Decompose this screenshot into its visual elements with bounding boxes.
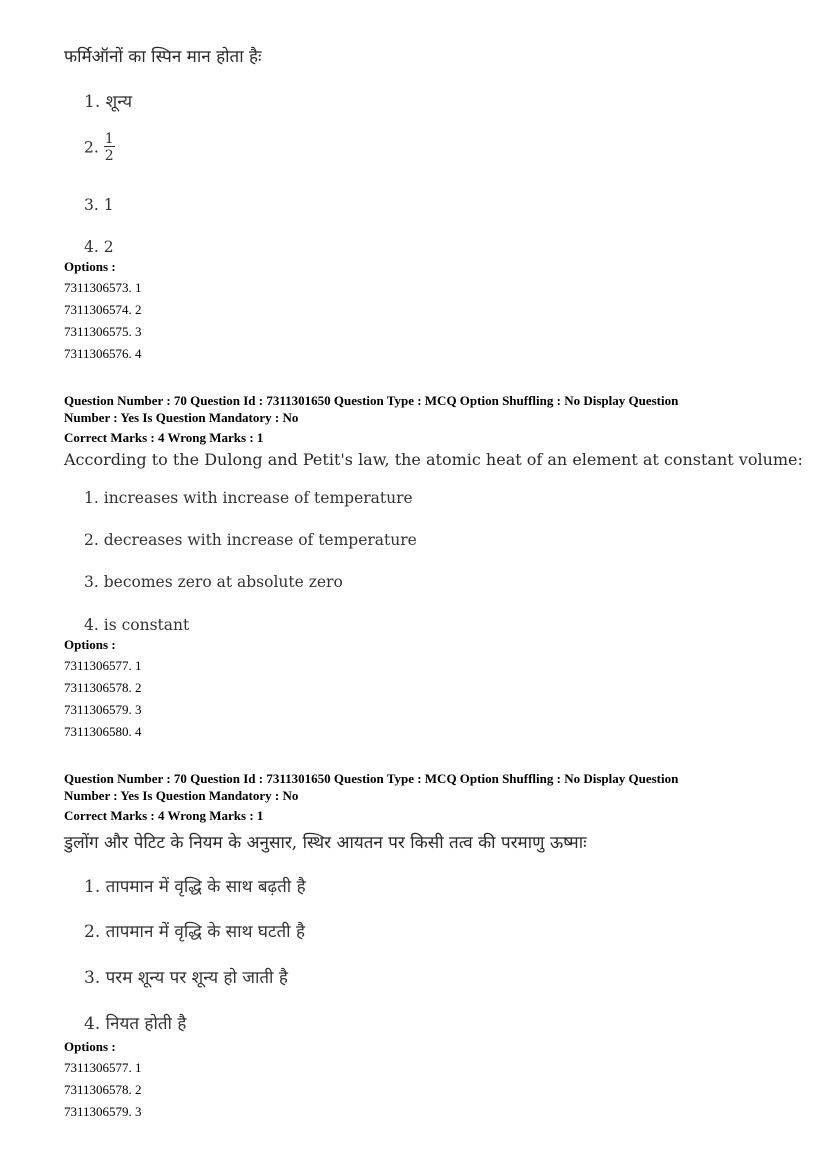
q70hi-option-2-text: तापमान में वृद्धि के साथ घटती है [105,922,305,942]
q70en-marks: Correct Marks : 4 Wrong Marks : 1 [64,430,264,445]
q69-option-3-text: 1 [103,196,114,214]
q69-option-3 [84,196,114,214]
q70hi-option-2-num: 2. [84,922,101,942]
q70hi-option-id-2: 7311306578. 2 [64,1082,142,1097]
q70en-option-3 [84,573,343,591]
q70hi-options-label: Options : [64,1039,116,1054]
fraction-numerator: 1 [104,131,114,147]
q70en-option-1-text: increases with increase of temperature [103,489,413,507]
q70hi-option-4-num: 4. [84,1014,101,1034]
q70hi-option-3-num: 3. [84,968,101,988]
q70en-option-4-num: 4. [84,616,99,634]
q70en-option-2 [84,531,417,549]
q69-option-id-3: 7311306575. 3 [64,324,142,339]
q69-option-2-fraction [104,132,115,163]
q69-option-3-num: 3. [84,196,99,214]
q70hi-option-3-text: परम शून्य पर शून्य हो जाती है [105,968,288,988]
q70hi-header-line-1: Question Number : 70 Question Id : 7311301650 Question Type : MCQ Option Shuffling : No Display Question [64,771,679,786]
q70en-option-id-1: 7311306577. 1 [64,658,142,673]
q70hi-option-id-1: 7311306577. 1 [64,1060,142,1075]
q70hi-option-id-3: 7311306579. 3 [64,1104,142,1119]
q70hi-option-4 [84,1011,186,1034]
q69-option-1-num: 1. [84,92,101,112]
q69-option-id-2: 7311306574. 2 [64,302,142,317]
q70hi-marks: Correct Marks : 4 Wrong Marks : 1 [64,808,264,823]
q70en-option-2-text: decreases with increase of temperature [103,531,417,549]
q69-option-4-text: 2 [103,238,114,256]
q70en-option-4 [84,616,189,634]
q70hi-option-2 [84,919,305,942]
q69-option-1 [84,89,132,112]
q69-option-id-1: 7311306573. 1 [64,280,142,295]
q70en-header-line-2: Number : Yes Is Question Mandatory : No [64,410,299,425]
q70en-options-label: Options : [64,637,116,652]
q70en-option-id-2: 7311306578. 2 [64,680,142,695]
q70en-option-id-4: 7311306580. 4 [64,724,142,739]
q70en-option-3-text: becomes zero at absolute zero [103,573,343,591]
q70en-option-2-num: 2. [84,531,99,549]
q70en-header-line-1: Question Number : 70 Question Id : 7311301650 Question Type : MCQ Option Shuffling : No Display Question [64,393,679,408]
q69-option-4-num: 4. [84,238,99,256]
q70hi-option-3 [84,965,288,988]
q69-option-2-num: 2. [84,138,99,157]
q70en-option-1-num: 1. [84,489,99,507]
q70hi-header-line-2: Number : Yes Is Question Mandatory : No [64,788,299,803]
fraction-denominator: 2 [104,148,114,164]
q70hi-option-1-text: तापमान में वृद्धि के साथ बढ़ती है [105,877,306,897]
q69-option-id-4: 7311306576. 4 [64,346,142,361]
q70en-option-3-num: 3. [84,573,99,591]
q70hi-option-1 [84,874,306,897]
q70en-option-id-3: 7311306579. 3 [64,702,142,717]
q70hi-question-text: डुलोंग और पेटिट के नियम के अनुसार, स्थिर आयतन पर किसी तत्व की परमाणु ऊष्माः [64,833,587,853]
q70en-option-4-text: is constant [103,616,190,634]
q70hi-option-4-text: नियत होती है [105,1014,187,1034]
q70en-option-1 [84,489,413,507]
q69-option-2 [84,132,115,163]
q70hi-option-1-num: 1. [84,877,101,897]
q69-option-4 [84,238,114,256]
q69-question-text: फर्मिऑनों का स्पिन मान होता हैः [64,47,262,67]
q70en-question-text: According to the Dulong and Petit's law, the atomic heat of an element at constant volume: [64,450,803,469]
q69-option-1-text: शून्य [105,92,133,112]
q69-options-label: Options : [64,259,116,274]
